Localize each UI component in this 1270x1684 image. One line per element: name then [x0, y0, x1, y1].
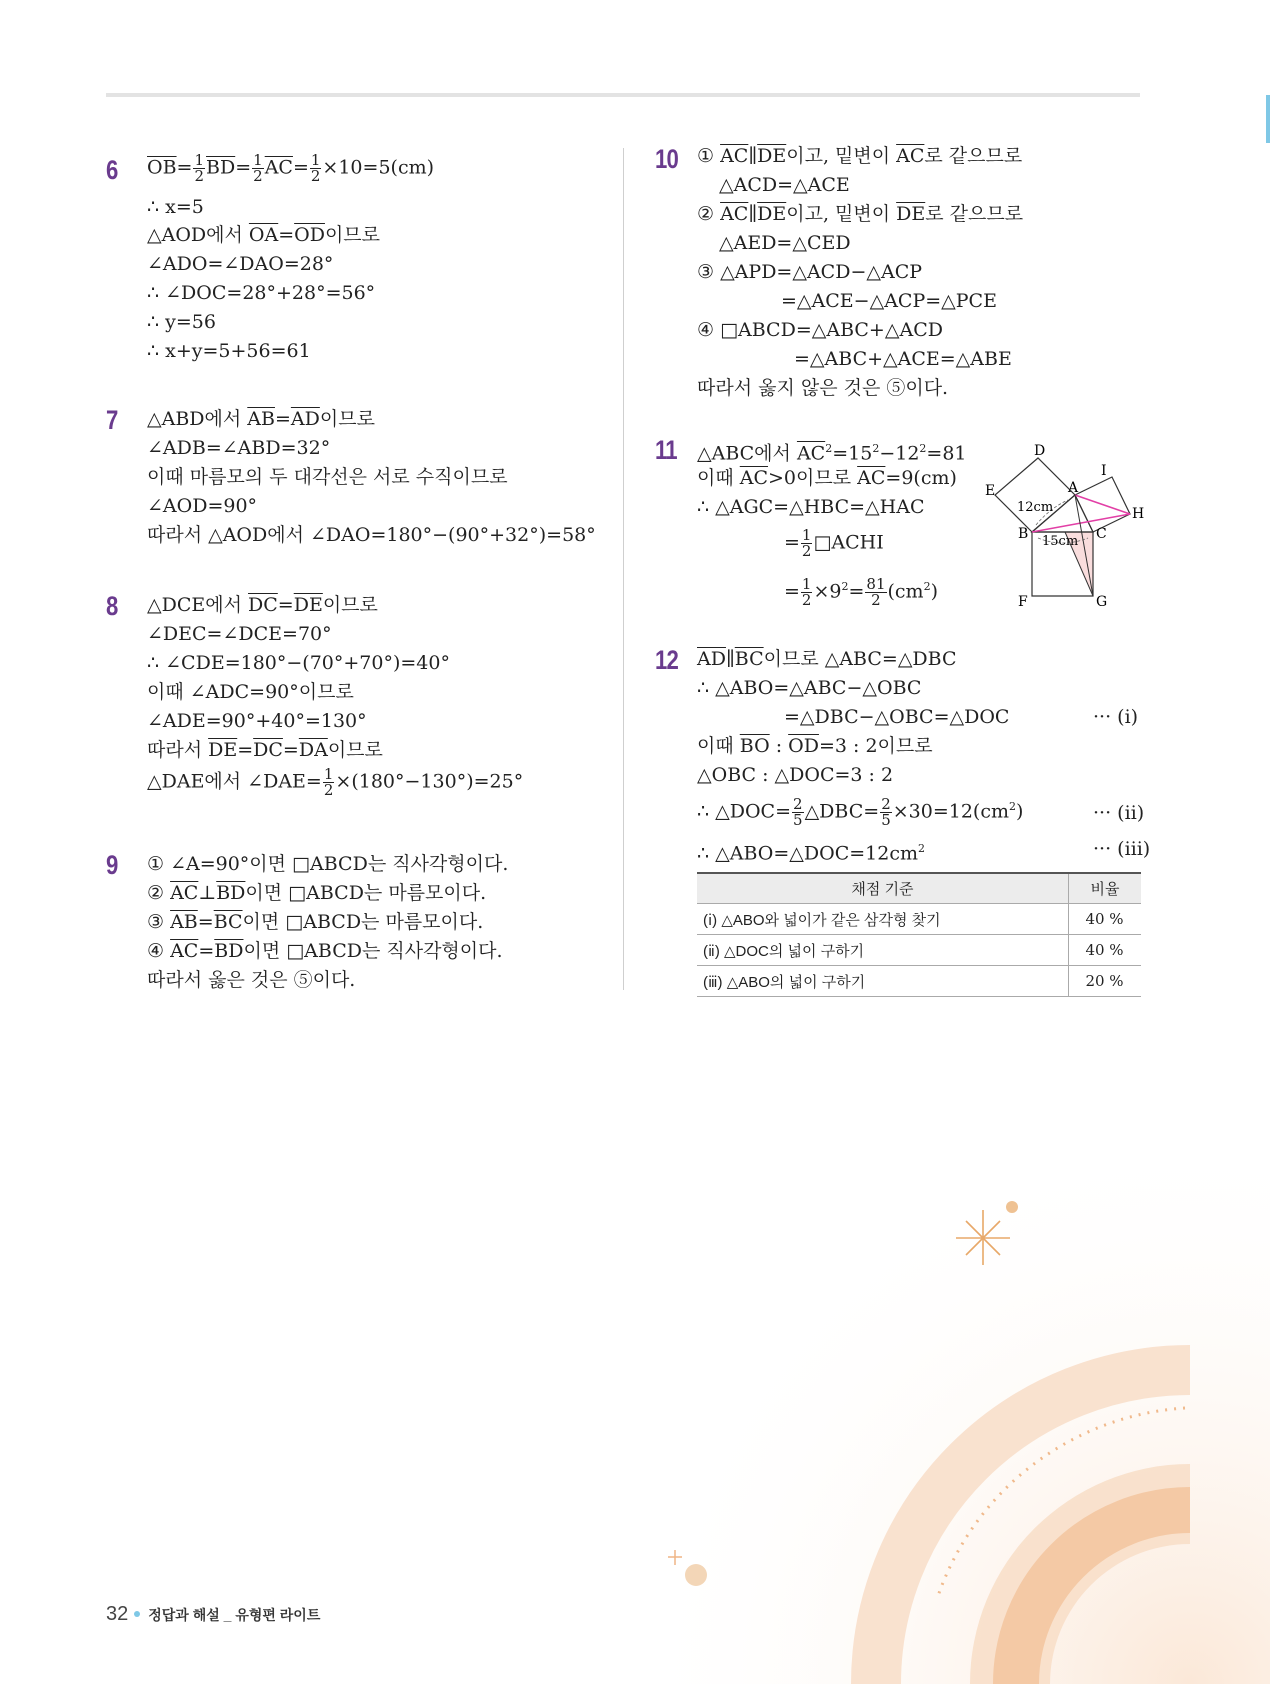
- book-title: 정답과 해설 _ 유형편 라이트: [148, 1607, 321, 1623]
- problem-number: 11: [655, 435, 677, 465]
- problem-number: 9: [106, 850, 118, 880]
- solution-line: ∴ ∠CDE=180°−(70°+70°)=40°: [147, 652, 450, 674]
- label-c: C: [1096, 526, 1107, 542]
- solution-line: △ABC에서 $\overline{AC}^2=15^2-12^2=81$: [697, 442, 967, 465]
- label-i: I: [1101, 463, 1107, 479]
- solution-line: ③ △APD=△ACD−△ACP: [697, 261, 923, 283]
- table-row: [697, 904, 1141, 935]
- solution-line: $\overline{OB}=$ $\frac{1}{2}$ $\overline{BD}=$ $\frac{1}{2}$ $\overline{AC}=$ $\frac{1}{2}$ ×10=5(cm): [147, 151, 435, 185]
- fraction: $\frac{1}{2}$: [801, 526, 812, 560]
- fraction: $\frac{81}{2}$: [866, 574, 886, 609]
- label-g: G: [1096, 594, 1108, 610]
- solution-line: ∴ △ABO=△ABC−△OBC: [697, 677, 922, 699]
- length-ab: 12cm: [1017, 500, 1054, 515]
- length-bc: 15cm: [1042, 534, 1079, 549]
- marker-i: ··· (ⅰ): [1093, 706, 1139, 728]
- label-d: D: [1034, 443, 1046, 459]
- solution-line: =△ABC+△ACE=△ABE: [794, 348, 1012, 370]
- column-divider: [623, 148, 624, 990]
- fraction: $\frac{1}{2}$: [801, 574, 812, 609]
- solution-line: ④ □ABCD=△ABC+△ACD: [697, 319, 943, 341]
- solution-line: ∠ADB=∠ABD=32°: [147, 437, 331, 459]
- top-rule: [106, 93, 1140, 97]
- table-row: [697, 966, 1141, 997]
- fraction: $\frac{1}{2}$: [310, 151, 321, 185]
- header-ratio: 비율: [1069, 873, 1142, 904]
- fraction: $\frac{1}{2}$: [323, 765, 334, 799]
- solution-line: 따라서 옳지 않은 것은 ⑤이다.: [697, 377, 949, 399]
- solution-line: =△ACE−△ACP=△PCE: [781, 290, 997, 312]
- criterion-cell: (ⅱ) △DOC의 넓이 구하기: [697, 935, 1069, 966]
- solution-line: ① $\overline{AC}\parallel\overline{DE}$이고, 밑변이 $\overline{AC}$로 같으므로: [697, 145, 1023, 167]
- label-e: E: [985, 483, 996, 499]
- solution-line: ∠ADO=∠DAO=28°: [147, 253, 334, 275]
- solution-line: △AED=△CED: [719, 232, 851, 254]
- solution-line: △ACD=△ACE: [719, 174, 850, 196]
- solution-line: ∠ADE=90°+40°=130°: [147, 710, 367, 732]
- fraction: $\frac{1}{2}$: [194, 151, 205, 185]
- solution-line: $\overline{AD}\parallel\overline{BC}$이므로 △ABC=△DBC: [697, 648, 957, 670]
- solution-line: 이때 마름모의 두 대각선은 서로 수직이므로: [147, 466, 508, 488]
- solution-line: 따라서 옳은 것은 ⑤이다.: [147, 969, 356, 991]
- solution-line: ② $\overline{AC}\perp\overline{BD}$이면 □ABCD는 마름모이다.: [147, 882, 487, 904]
- ratio-cell: 40 %: [1069, 935, 1142, 966]
- table-row: [697, 935, 1141, 966]
- solution-line: =△DBC−△OBC=△DOC: [784, 706, 1010, 728]
- label-h: H: [1132, 506, 1145, 522]
- solution-line: ∴ y=56: [147, 311, 216, 333]
- table-header-row: [697, 873, 1141, 904]
- solution-line: ∴ △AGC=△HBC=△HAC: [697, 496, 925, 518]
- bullet-dot-icon: [134, 1611, 140, 1617]
- solution-line: ③ $\overline{AB}=\overline{BC}$이면 □ABCD는 마름모이다.: [147, 911, 484, 933]
- problem-number: 6: [106, 155, 118, 185]
- solution-line: △DCE에서 $\overline{DC}=\overline{DE}$이므로: [147, 594, 378, 616]
- solution-line: ∴ x+y=5+56=61: [147, 340, 311, 362]
- fraction: $\frac{1}{2}$: [253, 151, 263, 185]
- solution-line: ④ $\overline{AC}=\overline{BD}$이면 □ABCD는 직사각형이다.: [147, 940, 503, 962]
- solution-line: ② $\overline{AC}\parallel\overline{DE}$이고, 밑변이 $\overline{DE}$로 같으므로: [697, 203, 1024, 225]
- solution-line: △DAE에서 ∠DAE= $\frac{1}{2}$ ×(180°−130°)=25°: [147, 765, 524, 799]
- solution-line: 이때 ∠ADC=90°이므로: [147, 681, 354, 703]
- solution-line: △OBC : △DOC=3 : 2: [697, 764, 894, 786]
- problem-number: 8: [106, 591, 118, 621]
- solution-line: ∴ $\triangle ABO=\triangle DOC=12cm^2$: [697, 842, 925, 865]
- criterion-cell: (ⅲ) △ABO의 넓이 구하기: [697, 966, 1069, 997]
- page-footer: [106, 1603, 320, 1626]
- solution-line: ∠DEC=∠DCE=70°: [147, 623, 332, 645]
- label-b: B: [1018, 526, 1029, 542]
- edge-tab: [1266, 95, 1270, 143]
- grading-table: [697, 872, 1141, 997]
- solution-line: = $\frac{1}{2}$ □ACHI: [784, 526, 884, 560]
- page-number: 32: [106, 1603, 129, 1625]
- solution-line: 이때 $\overline{AC}>0$이므로 $\overline{AC}=9(cm)$: [697, 467, 957, 489]
- solution-line: = $\frac{1}{2}$ $\times 9^2=$ $\frac{81}{2}$ $(cm^2)$: [784, 574, 938, 609]
- marker-ii: ··· (ⅱ): [1093, 802, 1145, 824]
- header-criterion: 채점 기준: [697, 873, 1069, 904]
- problem-number: 10: [655, 144, 678, 174]
- solution-line: △ABD에서 $\overline{AB}=\overline{AD}$이므로: [147, 408, 375, 430]
- label-a: A: [1068, 480, 1079, 496]
- fraction: $\frac{2}{5}$: [881, 794, 891, 829]
- label-f: F: [1018, 594, 1028, 610]
- problem-number: 7: [106, 405, 118, 435]
- solution-line: ∴ △DOC= $\frac{2}{5}$ △DBC= $\frac{2}{5}$ $\times 30=12(cm^2)$: [697, 794, 1024, 829]
- solution-line: 이때 $\overline{BO}$ : $\overline{OD}=3$ : 2이므로: [697, 735, 933, 757]
- ratio-cell: 40 %: [1069, 904, 1142, 935]
- marker-iii: ··· (ⅲ): [1093, 838, 1151, 860]
- ratio-cell: 20 %: [1069, 966, 1142, 997]
- solution-line: ∠AOD=90°: [147, 495, 258, 517]
- fraction: $\frac{2}{5}$: [793, 794, 803, 829]
- solution-line: ∴ ∠DOC=28°+28°=56°: [147, 282, 376, 304]
- solution-line: ∴ x=5: [147, 196, 204, 218]
- solution-line: 따라서 △AOD에서 ∠DAO=180°−(90°+32°)=58°: [147, 524, 596, 546]
- solution-line: 따라서 $\overline{DE}=\overline{DC}=\overline{DA}$이므로: [147, 739, 383, 761]
- solution-line: ① ∠A=90°이면 □ABCD는 직사각형이다.: [147, 853, 509, 875]
- pythagoras-figure: [980, 438, 1160, 618]
- problem-number: 12: [655, 645, 678, 675]
- square-ab: [995, 458, 1075, 532]
- criterion-cell: (ⅰ) △ABO와 넓이가 같은 삼각형 찾기: [697, 904, 1069, 935]
- solution-line: △AOD에서 $\overline{OA}=\overline{OD}$이므로: [147, 224, 381, 246]
